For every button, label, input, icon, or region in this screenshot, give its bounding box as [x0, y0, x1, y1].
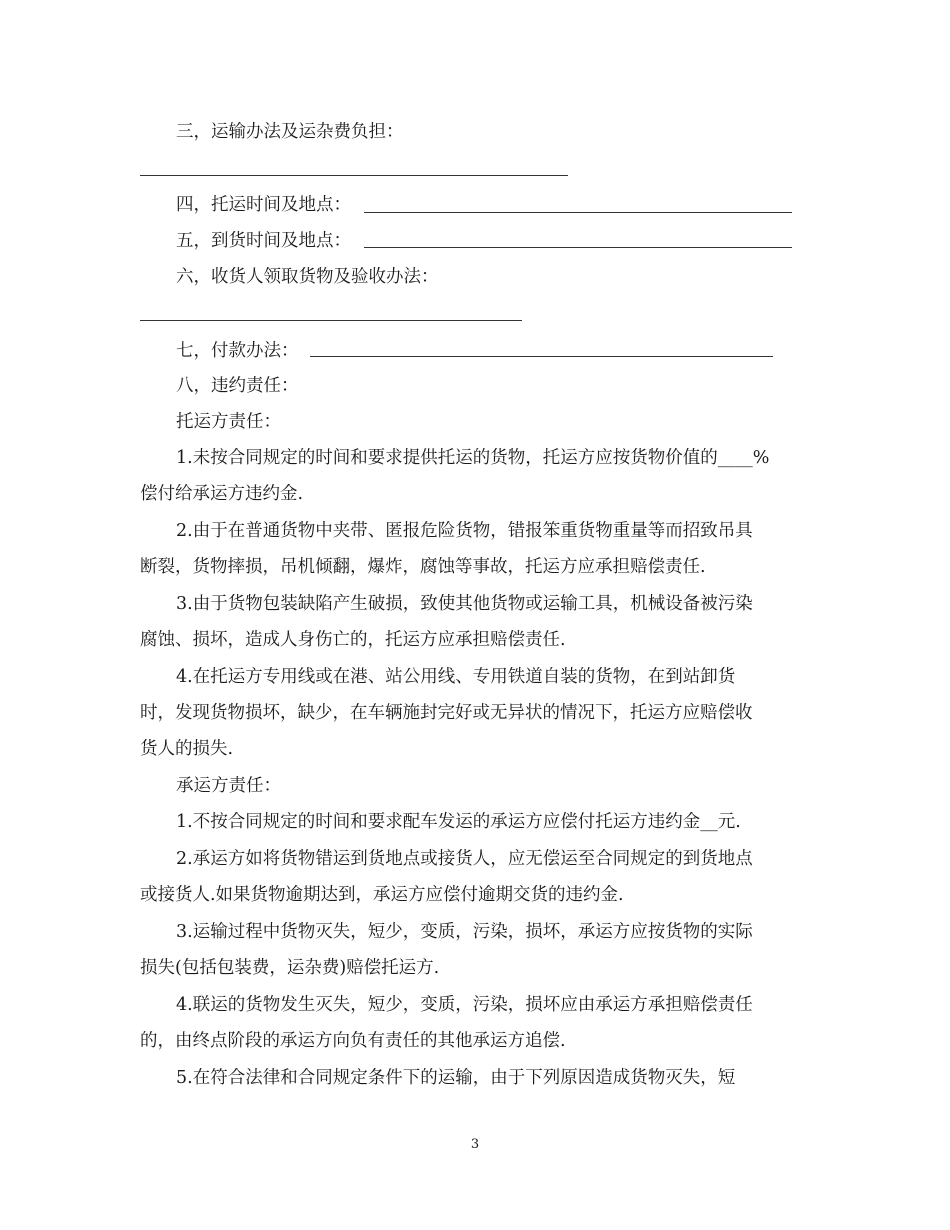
shipper-item-2-line-2: 断裂，货物摔损，吊机倾翻，爆炸，腐蚀等事故，托运方应承担赔偿责任.: [140, 557, 706, 577]
carrier-item-4-line-1: 4.联运的货物发生灭失，短少，变质，污染，损坏应由承运方承担赔偿责任: [176, 995, 753, 1015]
section-5-blank-line: [364, 247, 792, 248]
carrier-item-1-line-1: 1.不按合同规定的时间和要求配车发运的承运方应偿付托运方违约金__元.: [176, 812, 741, 832]
shipper-item-3-line-2: 腐蚀、损坏，造成人身伤亡的，托运方应承担赔偿责任.: [140, 630, 566, 650]
section-6-blank-line: [140, 320, 522, 321]
shipper-liability-heading: 托运方责任：: [176, 412, 281, 432]
shipper-item-2-line-1: 2.由于在普通货物中夹带、匿报危险货物，错报笨重货物重量等而招致吊具: [176, 521, 753, 541]
carrier-item-5-line-1: 5.在符合法律和合同规定条件下的运输，由于下列原因造成货物灭失，短: [176, 1068, 736, 1088]
shipper-item-3-line-1: 3.由于货物包装缺陷产生破损，致使其他货物或运输工具，机械设备被污染: [176, 594, 753, 614]
section-4-label: 四，托运时间及地点：: [176, 195, 351, 215]
section-6-label: 六，收货人领取货物及验收办法：: [176, 267, 439, 287]
section-7-label: 七，付款办法：: [176, 341, 299, 361]
section-7-blank-line: [310, 356, 773, 357]
section-4-blank-line: [364, 212, 792, 213]
section-8-heading: 八，违约责任：: [176, 376, 299, 396]
shipper-item-4-line-3: 货人的损失.: [140, 739, 234, 759]
section-3-label: 三，运输办法及运杂费负担：: [176, 122, 404, 142]
shipper-item-4-line-2: 时，发现货物损坏，缺少，在车辆施封完好或无异状的情况下，托运方应赔偿收: [140, 703, 753, 723]
carrier-item-3-line-2: 损失(包括包装费，运杂费)赔偿托运方.: [140, 958, 440, 978]
shipper-item-1-line-1: 1.未按合同规定的时间和要求提供托运的货物，托运方应按货物价值的____%: [176, 448, 770, 468]
carrier-item-4-line-2: 的，由终点阶段的承运方向负有责任的其他承运方追偿.: [140, 1031, 566, 1051]
carrier-liability-heading: 承运方责任：: [176, 776, 281, 796]
section-5-label: 五，到货时间及地点：: [176, 231, 351, 251]
carrier-item-2-line-2: 或接货人.如果货物逾期达到，承运方应偿付逾期交货的违约金.: [140, 885, 624, 905]
section-3-blank-line: [140, 175, 568, 176]
shipper-item-1-line-2: 偿付给承运方违约金.: [140, 484, 304, 504]
carrier-item-3-line-1: 3.运输过程中货物灭失，短少，变质，污染，损坏，承运方应按货物的实际: [176, 922, 753, 942]
page-number: 3: [470, 1137, 480, 1152]
carrier-item-2-line-1: 2.承运方如将货物错运到货地点或接货人，应无偿运至合同规定的到货地点: [176, 849, 753, 869]
shipper-item-4-line-1: 4.在托运方专用线或在港、站公用线、专用铁道自装的货物，在到站卸货: [176, 667, 736, 687]
